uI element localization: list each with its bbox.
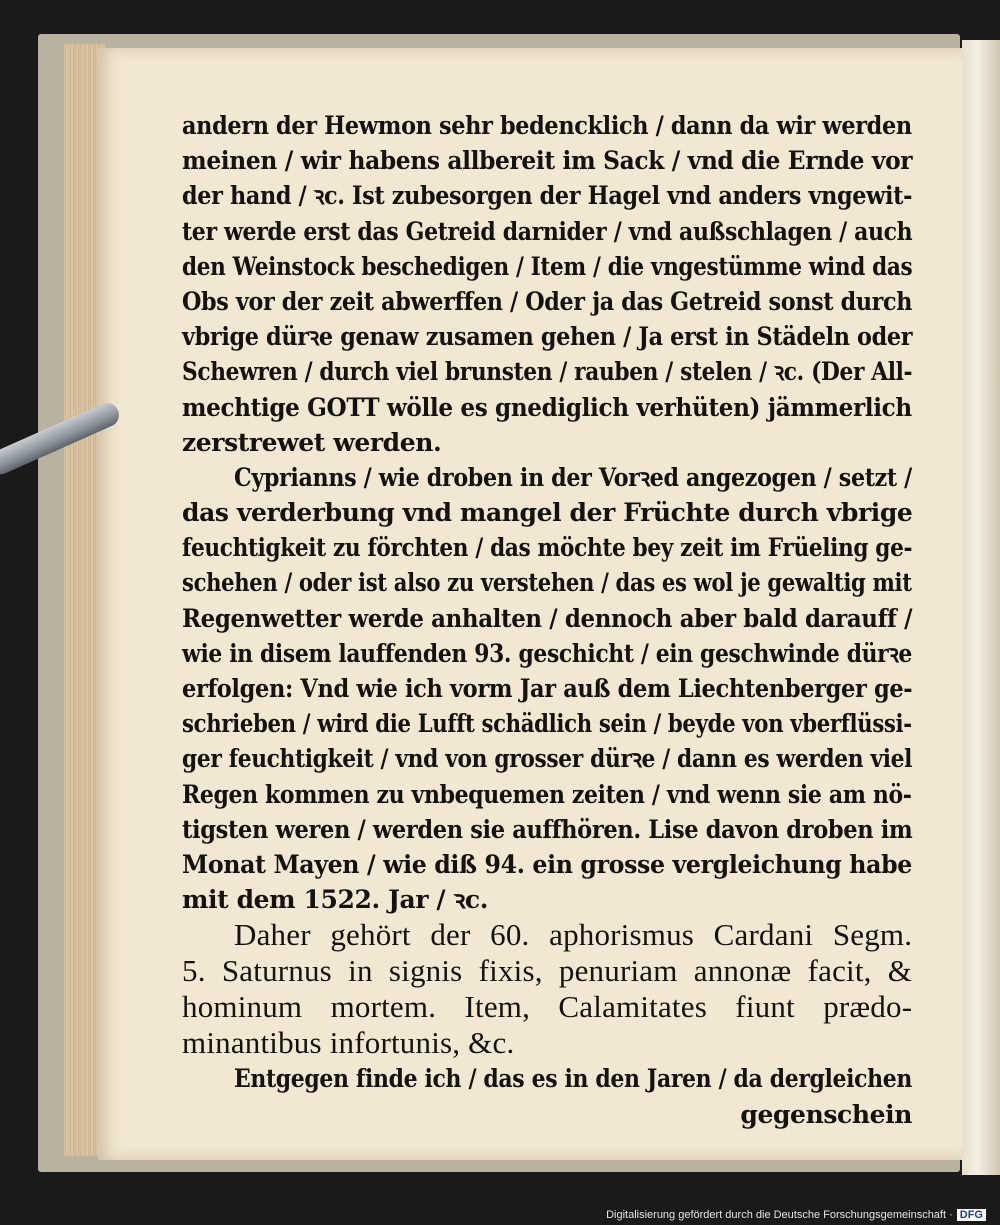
- text-line: meinen / wir habens allbereit im Sack / vnd die Ernde vor: [182, 146, 913, 176]
- latin-line: hominum mortem. Item, Calamitates fiunt prædo-: [182, 989, 913, 1025]
- text-line: Schewren / durch viel brunsten / rauben / stelen / ꝛc. (Der All-: [182, 357, 913, 387]
- text-line: Monat Mayen / wie diß 94. ein grosse vergleichung habe: [182, 849, 912, 879]
- text-line: feuchtigkeit zu förchten / das möchte bey zeit im Früeling ge-: [182, 533, 913, 563]
- paragraph-start: Cyprianns / wie droben in der Vorꝛed angezogen / setzt /: [234, 462, 912, 492]
- text-line: Regen kommen zu vnbequemen zeiten / vnd wenn sie am nö-: [182, 779, 912, 809]
- text-line: schrieben / wird die Lufft schädlich sein / beyde von vberflüssi-: [182, 709, 912, 739]
- dfg-logo: DFG: [957, 1209, 986, 1221]
- text-line: ger feuchtigkeit / vnd von grosser dürꝛe / dann es werden viel: [182, 744, 913, 774]
- digitization-credit: [606, 1209, 986, 1221]
- catchword: gegenschein: [740, 1099, 912, 1129]
- text-line: tigsten weren / werden sie auffhören. Lise davon droben im: [182, 814, 913, 844]
- text-line: Regenwetter werde anhalten / dennoch aber bald darauff /: [182, 603, 913, 633]
- page-text: [182, 108, 912, 1132]
- latin-line: 5. Saturnus in signis fixis, penuriam annonæ facit, &: [182, 953, 913, 989]
- text-line: erfolgen: Vnd wie ich vorm Jar auß dem Liechtenberger ge-: [182, 674, 913, 703]
- latin-line: minantibus infortunis, &c.: [182, 1025, 515, 1061]
- paragraph-start: Entgegen finde ich / das es in den Jaren / da dergleichen: [234, 1064, 912, 1094]
- text-line: der hand / ꝛc. Ist zubesorgen der Hagel vnd anders vngewit-: [182, 181, 912, 211]
- text-line: wie in disem lauffenden 93. geschicht / ein geschwinde dürꝛe: [182, 638, 912, 668]
- text-line: das verderbung vnd mangel der Früchte durch vbrige: [182, 498, 913, 528]
- text-line: mechtige GOTT wölle es gnediglich verhüten) jämmerlich: [182, 392, 912, 422]
- text-line: vbrige dürꝛe genaw zusamen gehen / Ja erst in Städeln oder: [182, 322, 913, 352]
- latin-paragraph-start: Daher gehört der 60. aphorismus Cardani Segm.: [234, 917, 913, 953]
- text-line: mit dem 1522. Jar / ꝛc.: [182, 885, 489, 915]
- text-line: zerstrewet werden.: [182, 427, 442, 457]
- text-line: ter werde erst das Getreid darnider / vnd außschlagen / auch: [182, 216, 913, 246]
- facing-page-edge: [962, 40, 1000, 1175]
- text-line: Obs vor der zeit abwerffen / Oder ja das Getreid sonst durch: [182, 286, 913, 316]
- footer-text: Digitalisierung gefördert durch die Deutsche Forschungsgemeinschaft ·: [606, 1209, 953, 1221]
- text-line: schehen / oder ist also zu verstehen / das es wol je gewaltig mit: [182, 568, 912, 598]
- text-line: den Weinstock beschedigen / Item / die vngestümme wind das: [182, 251, 913, 281]
- text-line: andern der Hewmon sehr bedencklich / dann da wir werden: [182, 111, 912, 140]
